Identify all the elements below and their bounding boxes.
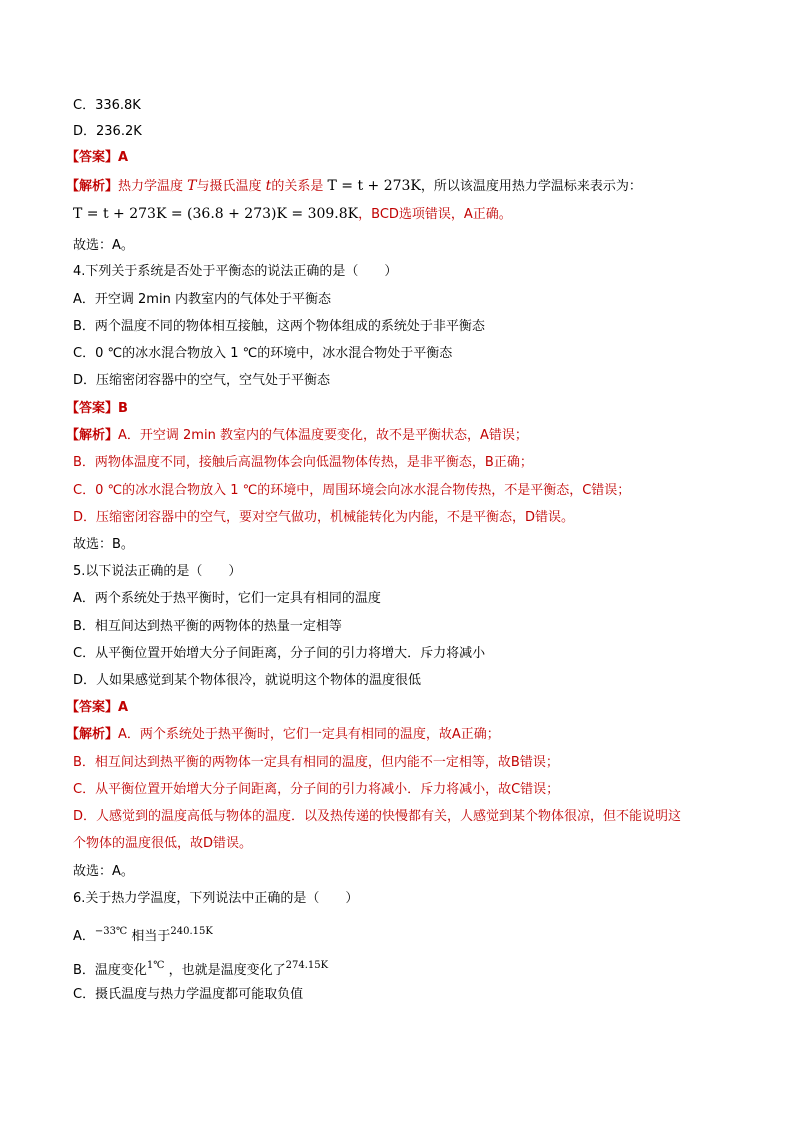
option-d-q5	[73, 671, 421, 691]
option-b-q5	[73, 617, 342, 637]
analysis-q5-d-line2	[73, 834, 252, 854]
math-t: t	[265, 178, 272, 194]
math-T: T	[187, 178, 197, 194]
answer-q5	[66, 698, 128, 718]
analysis-q4-c	[73, 481, 630, 501]
text: D．压缩密闭容器中的空气，空气处于平衡态	[73, 373, 331, 388]
answer-label: 【答案】	[66, 401, 119, 416]
option-a-q5	[73, 589, 381, 609]
math-1c: 1℃	[146, 960, 165, 971]
text: 故选：A。	[73, 864, 134, 879]
option-c-q3	[73, 96, 141, 116]
analysis-q5-b	[73, 753, 559, 773]
analysis-label: 【解析】	[66, 179, 119, 194]
analysis-label: 【解析】	[66, 727, 119, 742]
text: C．摄氏温度与热力学温度都可能取负值	[73, 987, 304, 1002]
answer-value: A	[118, 700, 129, 715]
option-a-q4	[73, 290, 331, 310]
math-274k: 274.15K	[285, 960, 329, 971]
text: D．压缩密闭容器中的空气，要对空气做功，机械能转化为内能，不是平衡态，D错误。	[73, 510, 575, 525]
text: ，BCD选项错误，A正确。	[358, 207, 512, 222]
analysis-q3-line1	[66, 176, 642, 197]
analysis-q4-a	[66, 426, 528, 446]
text: D．人如果感觉到某个物体很冷，就说明这个物体的温度很低	[73, 673, 422, 688]
option-b-q4	[73, 317, 485, 337]
text: A．开空调 2min 内教室内的气体处于平衡态	[73, 292, 331, 307]
option-d-q4	[73, 371, 330, 391]
question-5	[73, 562, 241, 582]
analysis-q5-a	[66, 725, 500, 745]
text: 的关系是	[271, 179, 324, 194]
text: C．336.8K	[73, 98, 141, 113]
math-240k: 240.15K	[170, 926, 213, 937]
text: C．0 ℃的冰水混合物放入 1 ℃的环境中，冰水混合物处于平衡态	[73, 346, 453, 361]
option-a-q6	[73, 922, 213, 947]
text: 个物体的温度很低，故D错误。	[73, 836, 253, 851]
text: A．	[73, 929, 95, 944]
text: C．从平衡位置开始增大分子间距离，分子间的引力将增大．斥力将减小	[73, 646, 486, 661]
question-4	[73, 262, 397, 282]
question-6	[73, 889, 358, 909]
math-minus-33c: −33℃	[94, 926, 128, 937]
text: 故选：B。	[73, 537, 134, 552]
analysis-q3-line2	[73, 204, 512, 225]
analysis-q4-d	[73, 508, 574, 528]
text: A．两个系统处于热平衡时，它们一定具有相同的温度	[73, 591, 381, 606]
analysis-q4-b	[73, 453, 533, 473]
answer-q4	[66, 399, 128, 419]
option-c-q4	[73, 344, 452, 364]
text: B．两个温度不同的物体相互接触，这两个物体组成的系统处于非平衡态	[73, 319, 485, 334]
text: B．相互间达到热平衡的两物体一定具有相同的温度，但内能不一定相等，故B错误；	[73, 755, 559, 770]
text: B．温度变化	[73, 963, 147, 978]
text: B．两物体温度不同，接触后高温物体会向低温物体传热，是非平衡态，B正确；	[73, 455, 533, 470]
answer-value: B	[118, 401, 128, 416]
answer-label: 【答案】	[66, 700, 119, 715]
choose-q5	[73, 862, 134, 882]
analysis-q5-c	[73, 780, 559, 800]
formula-relation: T = t + 273K	[327, 178, 421, 194]
text: 相当于	[131, 929, 171, 944]
text: D．人感觉到的温度高低与物体的温度．以及热传递的快慢都有关，人感觉到某个物体很凉，但不能说明这	[73, 809, 682, 824]
analysis-q5-d-line1	[73, 807, 681, 827]
text: 6.关于热力学温度，下列说法中正确的是（ ）	[73, 891, 359, 906]
answer-q3	[66, 148, 128, 168]
text: ，所以该温度用热力学温标来表示为：	[420, 179, 642, 194]
option-b-q6	[73, 956, 328, 981]
option-c-q6	[73, 985, 303, 1005]
text: ，也就是温度变化了	[168, 963, 286, 978]
analysis-label: 【解析】	[66, 428, 119, 443]
text: 故选：A。	[73, 238, 134, 253]
text: 热力学温度	[118, 179, 184, 194]
text: B．相互间达到热平衡的两物体的热量一定相等	[73, 619, 342, 634]
text: A．开空调 2min 教室内的气体温度要变化，故不是平衡状态，A错误；	[118, 428, 528, 443]
text: 5.以下说法正确的是（ ）	[73, 564, 242, 579]
choose-q3	[73, 236, 134, 256]
text: C．从平衡位置开始增大分子间距离，分子间的引力将减小．斥力将减小，故C错误；	[73, 782, 560, 797]
text: 与摄氏温度	[196, 179, 262, 194]
answer-label: 【答案】	[66, 150, 119, 165]
text: D．236.2K	[73, 124, 142, 139]
option-d-q3	[73, 122, 142, 142]
formula-calculation: T = t + 273K = (36.8 + 273)K = 309.8K	[73, 206, 359, 222]
choose-q4	[73, 535, 134, 555]
answer-value: A	[118, 150, 129, 165]
text: C．0 ℃的冰水混合物放入 1 ℃的环境中，周围环境会向冰水混合物传热，不是平衡态，C错误；	[73, 483, 631, 498]
option-c-q5	[73, 644, 485, 664]
text: 4.下列关于系统是否处于平衡态的说法正确的是（ ）	[73, 264, 398, 279]
text: A．两个系统处于热平衡时，它们一定具有相同的温度，故A正确；	[118, 727, 500, 742]
